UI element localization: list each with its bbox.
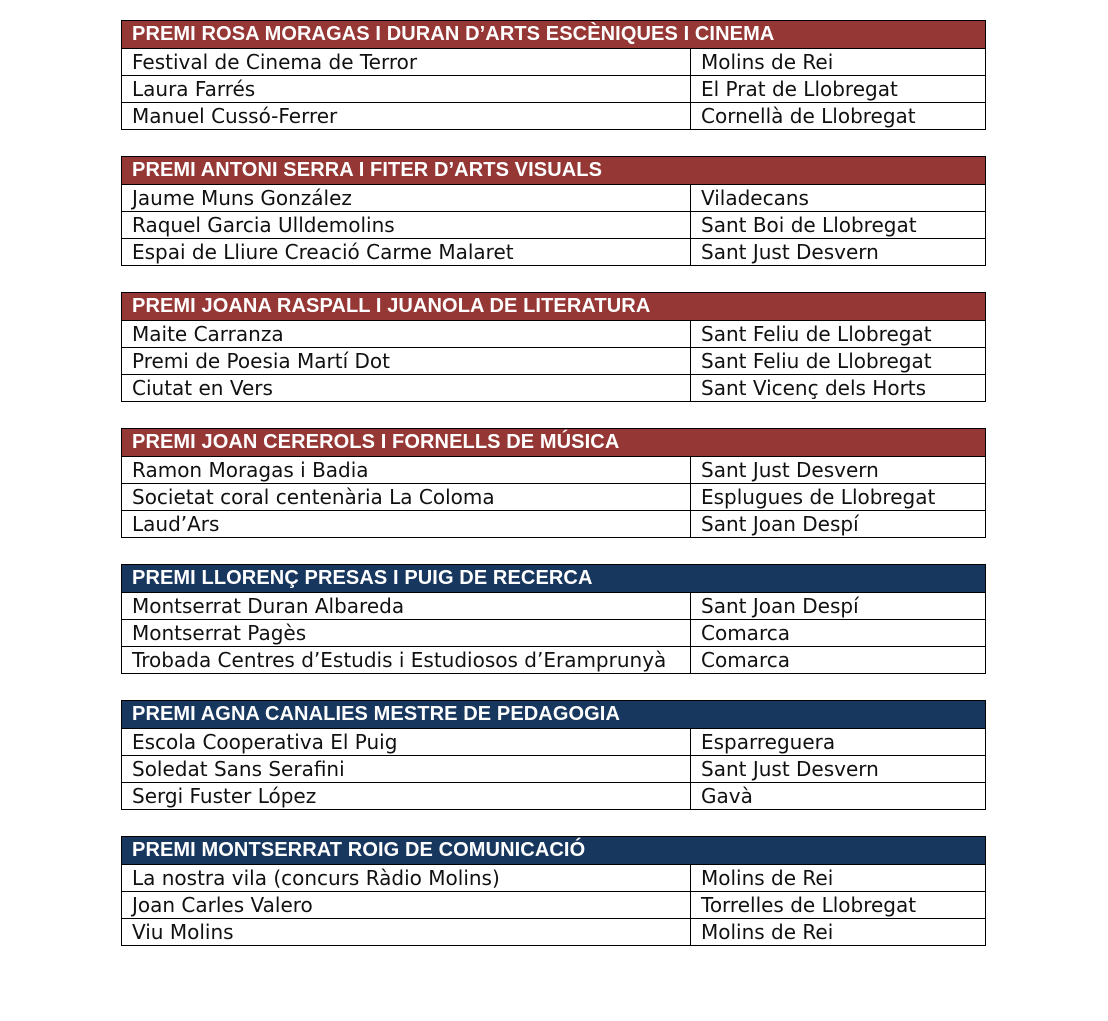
table-row xyxy=(122,892,986,919)
table-row xyxy=(122,593,986,620)
table-row xyxy=(122,865,986,892)
winner-place: Sant Feliu de Llobregat xyxy=(691,321,986,348)
table-row xyxy=(122,76,986,103)
winner-place: Torrelles de Llobregat xyxy=(691,892,986,919)
table-row xyxy=(122,620,986,647)
award-title: PREMI MONTSERRAT ROIG DE COMUNICACIÓ xyxy=(122,837,986,865)
award-table-musica xyxy=(121,428,986,538)
table-row xyxy=(122,239,986,266)
winner-name: Premi de Poesia Martí Dot xyxy=(122,348,691,375)
winner-name: Montserrat Duran Albareda xyxy=(122,593,691,620)
winner-name: Ciutat en Vers xyxy=(122,375,691,402)
winner-name: Societat coral centenària La Coloma xyxy=(122,484,691,511)
winner-name: La nostra vila (concurs Ràdio Molins) xyxy=(122,865,691,892)
winner-place: Sant Just Desvern xyxy=(691,756,986,783)
award-title: PREMI JOAN CEREROLS I FORNELLS DE MÚSICA xyxy=(122,429,986,457)
winner-place: Molins de Rei xyxy=(691,865,986,892)
table-row xyxy=(122,919,986,946)
award-title: PREMI JOANA RASPALL I JUANOLA DE LITERATURA xyxy=(122,293,986,321)
table-row xyxy=(122,375,986,402)
awards-document xyxy=(121,20,985,972)
winner-place: Sant Just Desvern xyxy=(691,457,986,484)
winner-place: Sant Vicenç dels Horts xyxy=(691,375,986,402)
winner-place: Sant Joan Despí xyxy=(691,593,986,620)
award-table-literatura xyxy=(121,292,986,402)
table-row xyxy=(122,457,986,484)
winner-place: Sant Joan Despí xyxy=(691,511,986,538)
winner-place: Sant Just Desvern xyxy=(691,239,986,266)
award-title: PREMI ANTONI SERRA I FITER D’ARTS VISUALS xyxy=(122,157,986,185)
winner-place: Esplugues de Llobregat xyxy=(691,484,986,511)
winner-name: Trobada Centres d’Estudis i Estudiosos d’Eramprunyà xyxy=(122,647,691,674)
table-row xyxy=(122,49,986,76)
table-row xyxy=(122,321,986,348)
winner-name: Raquel Garcia Ulldemolins xyxy=(122,212,691,239)
award-table-comunicacio xyxy=(121,836,986,946)
award-table-arts-visuals xyxy=(121,156,986,266)
award-title: PREMI LLORENÇ PRESAS I PUIG DE RECERCA xyxy=(122,565,986,593)
winner-place: Molins de Rei xyxy=(691,49,986,76)
winner-place: El Prat de Llobregat xyxy=(691,76,986,103)
award-title: PREMI ROSA MORAGAS I DURAN D’ARTS ESCÈNIQUES I CINEMA xyxy=(122,21,986,49)
winner-place: Esparreguera xyxy=(691,729,986,756)
award-table-arts-esceniques xyxy=(121,20,986,130)
table-row xyxy=(122,348,986,375)
table-row xyxy=(122,783,986,810)
winner-name: Ramon Moragas i Badia xyxy=(122,457,691,484)
table-row xyxy=(122,647,986,674)
winner-name: Montserrat Pagès xyxy=(122,620,691,647)
award-table-pedagogia xyxy=(121,700,986,810)
winner-place: Sant Feliu de Llobregat xyxy=(691,348,986,375)
table-row xyxy=(122,212,986,239)
winner-name: Laud’Ars xyxy=(122,511,691,538)
winner-name: Maite Carranza xyxy=(122,321,691,348)
winner-place: Molins de Rei xyxy=(691,919,986,946)
table-row xyxy=(122,484,986,511)
winner-place: Sant Boi de Llobregat xyxy=(691,212,986,239)
winner-name: Joan Carles Valero xyxy=(122,892,691,919)
award-table-recerca xyxy=(121,564,986,674)
winner-name: Festival de Cinema de Terror xyxy=(122,49,691,76)
table-row xyxy=(122,511,986,538)
table-row xyxy=(122,756,986,783)
winner-place: Gavà xyxy=(691,783,986,810)
winner-place: Cornellà de Llobregat xyxy=(691,103,986,130)
winner-name: Manuel Cussó-Ferrer xyxy=(122,103,691,130)
winner-name: Jaume Muns González xyxy=(122,185,691,212)
table-row xyxy=(122,103,986,130)
winner-name: Viu Molins xyxy=(122,919,691,946)
winner-place: Comarca xyxy=(691,620,986,647)
winner-name: Espai de Lliure Creació Carme Malaret xyxy=(122,239,691,266)
winner-place: Viladecans xyxy=(691,185,986,212)
winner-name: Laura Farrés xyxy=(122,76,691,103)
winner-name: Escola Cooperativa El Puig xyxy=(122,729,691,756)
winner-name: Soledat Sans Serafini xyxy=(122,756,691,783)
table-row xyxy=(122,185,986,212)
award-title: PREMI AGNA CANALIES MESTRE DE PEDAGOGIA xyxy=(122,701,986,729)
winner-place: Comarca xyxy=(691,647,986,674)
table-row xyxy=(122,729,986,756)
winner-name: Sergi Fuster López xyxy=(122,783,691,810)
